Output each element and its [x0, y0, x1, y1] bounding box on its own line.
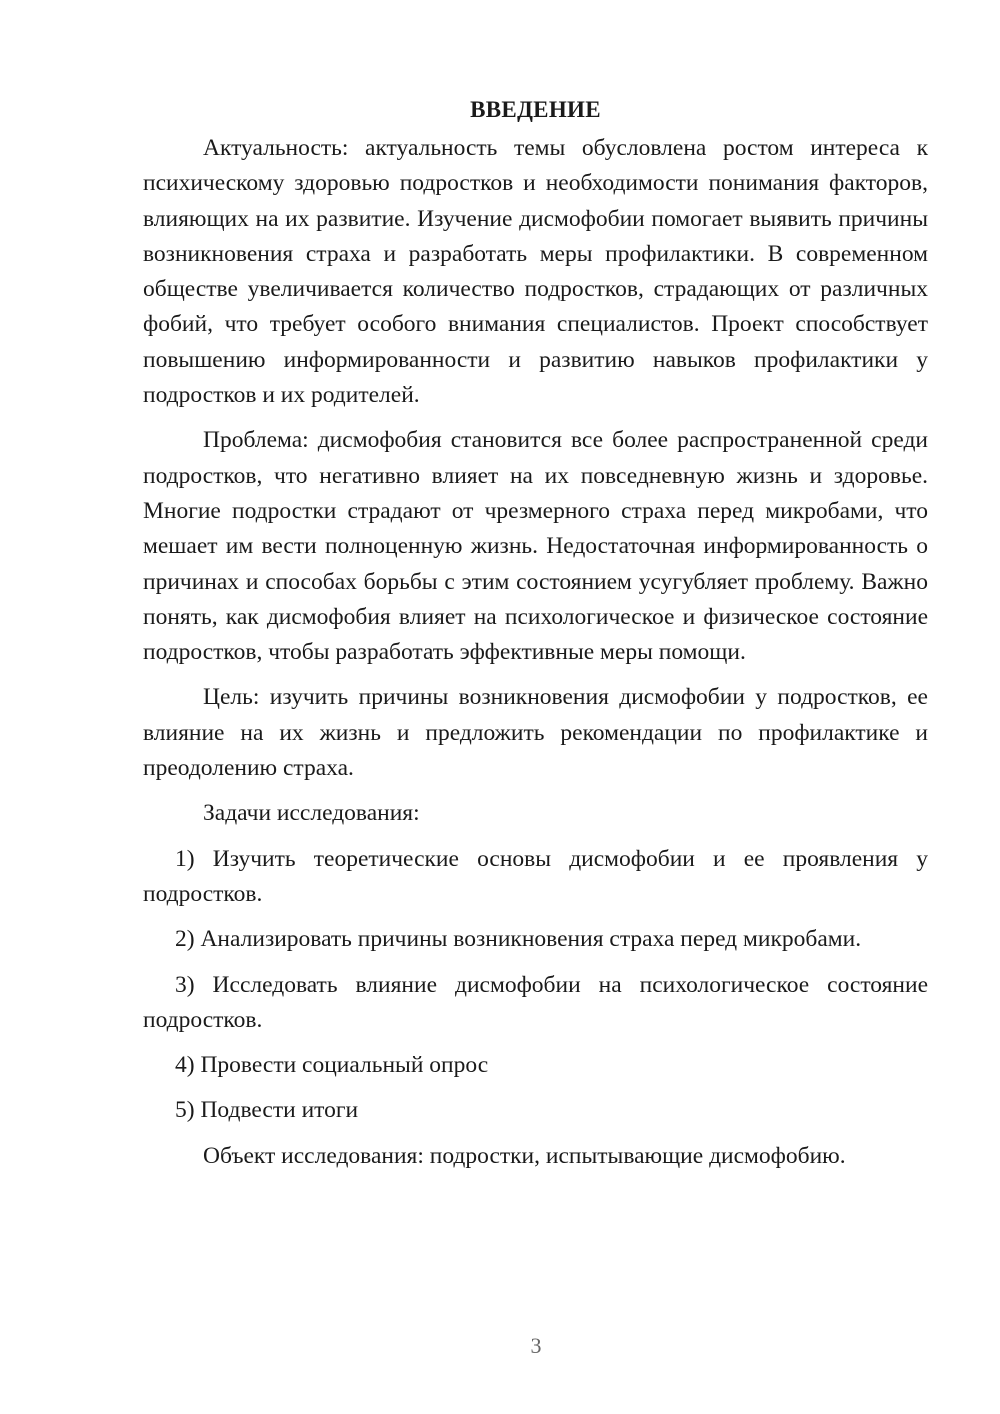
task-item: 3) Исследовать влияние дисмофобии на психологическое состояние подростков.: [143, 971, 928, 1033]
task-item: 5) Подвести итоги: [175, 1097, 359, 1124]
task-item: 1) Изучить теоретические основы дисмофобии и ее проявления у подростков.: [143, 845, 928, 907]
problem-paragraph: Проблема: дисмофобия становится все более распространенной среди подростков, что негативно влияет на их повседневную жизнь и здоровье. Многие подростки страдают от чрезмерного страха перед микробами, что мешает им вести полноценную жизнь. Недостаточная информированность о причинах и способах борьбы с этим состоянием усугубляет проблему. Важно понять, как дисмофобия влияет на психологическое и физическое состояние подростков, чтобы разработать эффективные меры помощи.: [143, 427, 928, 666]
page-number: 3: [530, 1333, 542, 1358]
section-heading: ВВЕДЕНИЕ: [470, 97, 601, 122]
task-item: 4) Провести социальный опрос: [175, 1052, 489, 1079]
tasks-heading: Задачи исследования:: [203, 800, 420, 827]
task-item: 2) Анализировать причины возникновения страха перед микробами.: [175, 926, 862, 953]
relevance-paragraph: Актуальность: актуальность темы обусловлена ростом интереса к психическому здоровью подростков и необходимости понимания факторов, влияющих на их развитие. Изучение дисмофобии помогает выявить причины возникновения страха и разработать меры профилактики. В современном обществе увеличивается количество подростков, страдающих от различных фобий, что требует особого внимания специалистов. Проект способствует повышению информированности и развитию навыков профилактики у подростков и их родителей.: [143, 135, 928, 409]
document-page: [143, 92, 928, 1174]
research-object-paragraph: Объект исследования: подростки, испытывающие дисмофобию.: [203, 1142, 846, 1169]
goal-paragraph: Цель: изучить причины возникновения дисмофобии у подростков, ее влияние на их жизнь и предложить рекомендации по профилактике и преодолению страха.: [143, 684, 928, 782]
